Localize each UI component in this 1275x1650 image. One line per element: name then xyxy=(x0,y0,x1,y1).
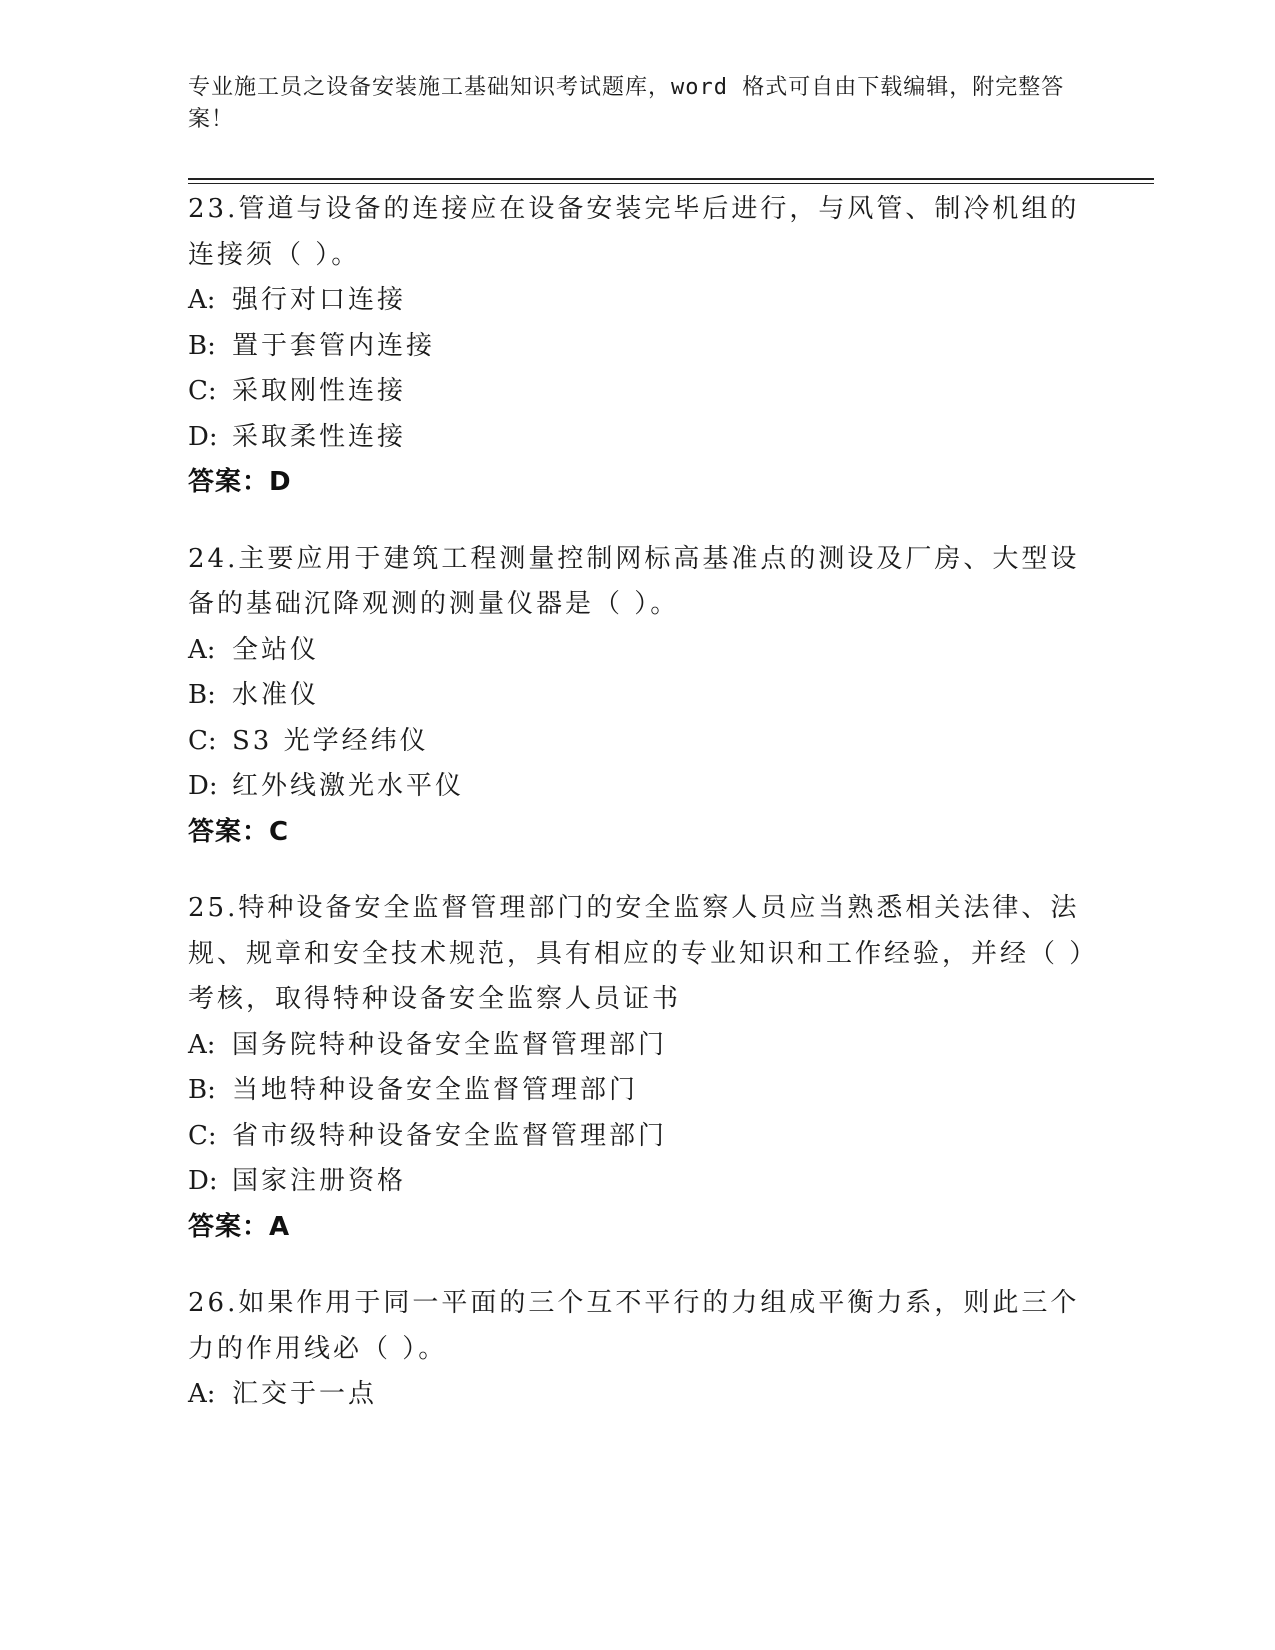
question-stem: 23.管道与设备的连接应在设备安装完毕后进行，与风管、制冷机组的连接须（ ）。 xyxy=(188,194,1080,270)
answer-line: 答案：A xyxy=(188,1211,291,1242)
option-text: 国务院特种设备安全监督管理部门 xyxy=(232,1029,668,1060)
answer-line: 答案：D xyxy=(188,467,292,497)
question-26 xyxy=(188,1281,1088,1418)
option-b xyxy=(188,673,1088,719)
option-letter: B: xyxy=(188,1075,216,1105)
option-text: 强行对口连接 xyxy=(232,285,407,315)
option-a xyxy=(188,1023,1088,1069)
option-letter: A: xyxy=(188,285,216,315)
option-b xyxy=(188,1068,1088,1114)
option-text: 当地特种设备安全监督管理部门 xyxy=(232,1075,639,1105)
document-header: 专业施工员之设备安装施工基础知识考试题库，word 格式可自由下载编辑，附完整答案！ xyxy=(188,75,1065,132)
option-text: 国家注册资格 xyxy=(232,1166,407,1196)
option-letter: B: xyxy=(188,330,216,361)
option-text: 汇交于一点 xyxy=(232,1379,378,1409)
option-text: 红外线激光水平仪 xyxy=(232,771,465,801)
option-c xyxy=(188,719,1088,765)
option-b xyxy=(188,324,1088,370)
question-25 xyxy=(188,886,1088,1250)
option-text: 采取柔性连接 xyxy=(232,421,407,452)
option-letter: A: xyxy=(188,1029,216,1060)
option-letter: D: xyxy=(188,1166,218,1196)
question-stem: 26.如果作用于同一平面的三个互不平行的力组成平衡力系，则此三个力的作用线必（ ）。 xyxy=(188,1288,1080,1364)
option-text: 置于套管内连接 xyxy=(232,330,436,361)
option-letter: A: xyxy=(188,634,216,665)
option-a xyxy=(188,278,1088,324)
option-c xyxy=(188,369,1088,415)
question-24 xyxy=(188,537,1088,856)
option-a xyxy=(188,1372,1088,1418)
option-text: 采取刚性连接 xyxy=(232,376,407,406)
header-divider-top xyxy=(188,178,1154,180)
option-d xyxy=(188,415,1088,461)
option-letter: D: xyxy=(188,771,218,801)
option-letter: B: xyxy=(188,680,216,710)
option-letter: C: xyxy=(188,725,217,756)
question-23 xyxy=(188,187,1088,506)
question-stem: 25.特种设备安全监督管理部门的安全监察人员应当熟悉相关法律、法规、规章和安全技术规范，具有相应的专业知识和工作经验，并经（ ）考核，取得特种设备安全监察人员证书 xyxy=(188,893,1086,1014)
question-stem: 24.主要应用于建筑工程测量控制网标高基准点的测设及厂房、大型设备的基础沉降观测的测量仪器是（ ）。 xyxy=(188,543,1080,619)
question-list xyxy=(188,187,1088,1449)
option-text: 水准仪 xyxy=(232,680,320,710)
option-text: 全站仪 xyxy=(232,634,320,665)
option-text: S3 光学经纬仪 xyxy=(232,725,429,756)
option-text: 省市级特种设备安全监督管理部门 xyxy=(232,1120,668,1151)
option-letter: A: xyxy=(188,1379,216,1409)
header-divider-bottom xyxy=(188,183,1154,184)
option-a xyxy=(188,628,1088,674)
option-letter: C: xyxy=(188,376,217,406)
option-letter: C: xyxy=(188,1120,217,1151)
option-d xyxy=(188,764,1088,810)
option-c xyxy=(188,1114,1088,1160)
option-letter: D: xyxy=(188,421,218,452)
answer-line: 答案：C xyxy=(188,816,290,847)
option-d xyxy=(188,1159,1088,1205)
